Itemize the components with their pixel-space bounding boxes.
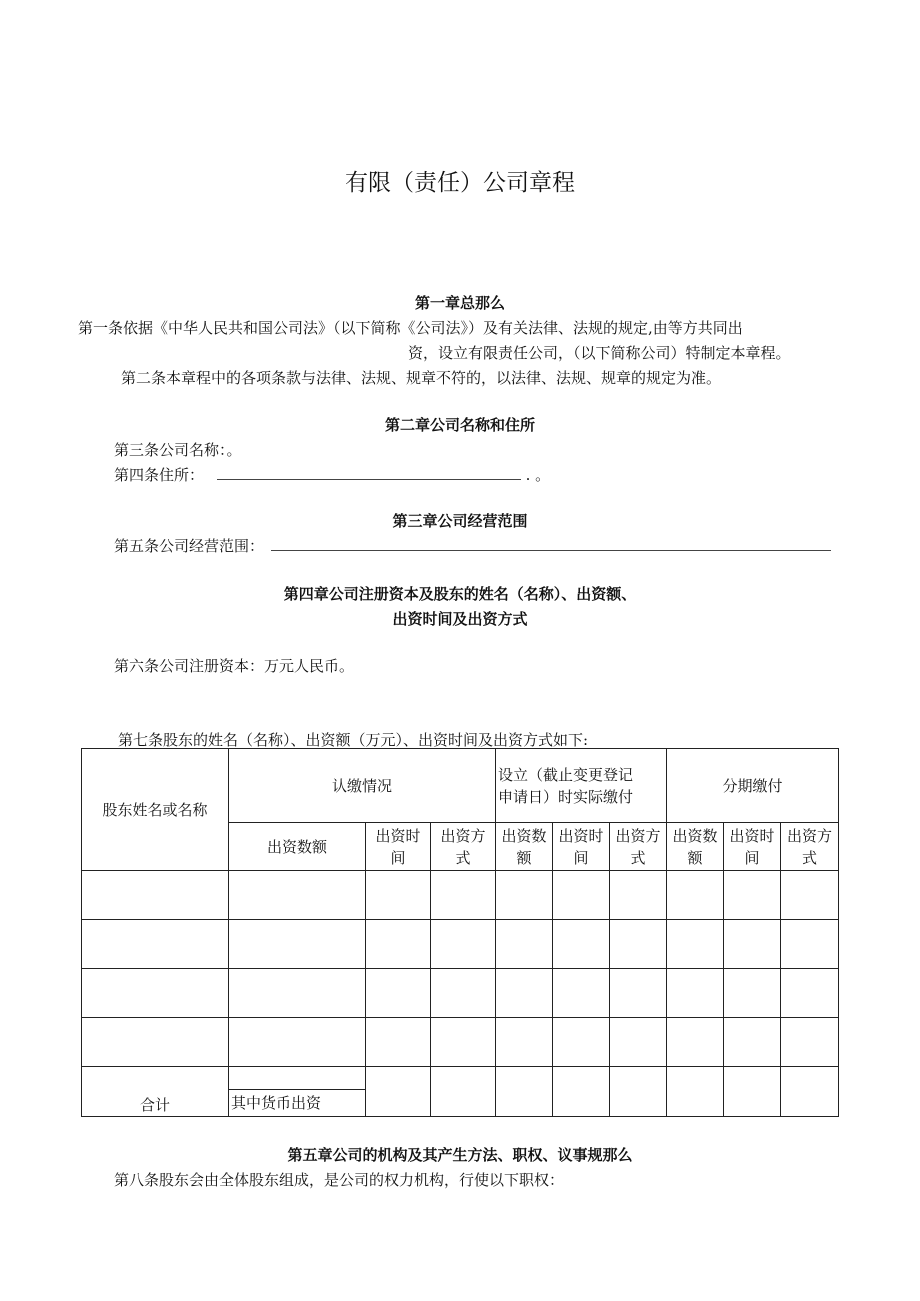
amount-line-2: 额 bbox=[687, 848, 703, 867]
header-shareholder-name: 股东姓名或名称 bbox=[82, 749, 229, 871]
method-line-1: 出资方 bbox=[615, 826, 661, 845]
table-cell[interactable] bbox=[553, 969, 610, 1018]
table-cell[interactable] bbox=[431, 871, 496, 920]
table-cell[interactable] bbox=[724, 871, 781, 920]
table-cell[interactable] bbox=[366, 969, 431, 1018]
table-cell[interactable] bbox=[366, 1067, 431, 1117]
time-line-2: 间 bbox=[573, 848, 589, 867]
table-cell[interactable] bbox=[781, 871, 839, 920]
table-cell[interactable] bbox=[229, 1018, 366, 1067]
time-line-2: 间 bbox=[744, 848, 760, 867]
header-subscribed-method bbox=[431, 823, 496, 871]
amount-line-1: 出资数 bbox=[501, 826, 547, 845]
table-cell[interactable] bbox=[431, 1067, 496, 1117]
header-actual-amount bbox=[496, 823, 553, 871]
table-cell[interactable] bbox=[82, 920, 229, 969]
table-cell[interactable] bbox=[610, 1018, 667, 1067]
header-installment-amount bbox=[667, 823, 724, 871]
header-installment-method bbox=[781, 823, 839, 871]
total-amount-cell[interactable] bbox=[229, 1067, 366, 1117]
header-actual-paid-line-2: 申请日）时实际缴付 bbox=[498, 787, 634, 806]
table-row bbox=[82, 920, 839, 969]
table-cell[interactable] bbox=[431, 1018, 496, 1067]
table-cell[interactable] bbox=[366, 1018, 431, 1067]
article-1-line-1: 第一条依据《中华人民共和国公司法》（以下简称《公司法》）及有关法律、法规的规定,由等方共同出 bbox=[78, 319, 743, 337]
method-line-2: 式 bbox=[630, 848, 646, 867]
table-cell[interactable] bbox=[610, 871, 667, 920]
table-cell[interactable] bbox=[496, 1067, 553, 1117]
table-cell[interactable] bbox=[667, 969, 724, 1018]
table-cell[interactable] bbox=[496, 969, 553, 1018]
table-cell[interactable] bbox=[724, 1018, 781, 1067]
method-line-2: 式 bbox=[802, 848, 818, 867]
chapter-4-heading-line-1: 第四章公司注册资本及股东的姓名（名称）、出资额、 bbox=[283, 585, 637, 603]
table-cell[interactable] bbox=[496, 1018, 553, 1067]
article-4-label: 第四条住所： bbox=[114, 466, 205, 484]
header-subscribed-time bbox=[366, 823, 431, 871]
chapter-4-heading-line-2: 出资时间及出资方式 bbox=[392, 610, 528, 628]
article-4 bbox=[114, 464, 550, 485]
table-cell[interactable] bbox=[431, 920, 496, 969]
table-cell[interactable] bbox=[667, 1067, 724, 1117]
table-cell[interactable] bbox=[496, 871, 553, 920]
chapter-5-heading: 第五章公司的机构及其产生方法、职权、议事规那么 bbox=[287, 1146, 633, 1164]
article-5 bbox=[114, 535, 831, 556]
amount-line-1: 出资数 bbox=[672, 826, 718, 845]
table-cell[interactable] bbox=[553, 920, 610, 969]
article-5-label: 第五条公司经营范围： bbox=[114, 537, 265, 555]
table-cell[interactable] bbox=[667, 871, 724, 920]
article-1-line-2: 资，设立有限责任公司，（以下简称公司）特制定本章程。 bbox=[408, 344, 791, 362]
chapter-1-heading: 第一章总那么 bbox=[414, 294, 505, 312]
chapter-2-heading: 第二章公司名称和住所 bbox=[384, 416, 535, 434]
table-cell[interactable] bbox=[724, 969, 781, 1018]
time-line-1: 出资时 bbox=[558, 826, 604, 845]
chapter-3-heading: 第三章公司经营范围 bbox=[392, 512, 528, 530]
table-cell[interactable] bbox=[366, 920, 431, 969]
table-cell[interactable] bbox=[724, 920, 781, 969]
time-line-1: 出资时 bbox=[729, 826, 775, 845]
table-cell[interactable] bbox=[781, 1067, 839, 1117]
header-actual-method bbox=[610, 823, 667, 871]
table-cell[interactable] bbox=[229, 871, 366, 920]
table-cell[interactable] bbox=[553, 871, 610, 920]
article-3: 第三条公司名称：。 bbox=[114, 441, 242, 459]
business-scope-blank-line[interactable] bbox=[271, 536, 831, 551]
table-cell[interactable] bbox=[229, 969, 366, 1018]
table-cell[interactable] bbox=[667, 920, 724, 969]
table-cell[interactable] bbox=[496, 920, 553, 969]
time-line-2: 间 bbox=[390, 848, 406, 867]
total-label: 合计 bbox=[82, 1067, 229, 1117]
table-cell[interactable] bbox=[82, 969, 229, 1018]
table-cell[interactable] bbox=[82, 1018, 229, 1067]
table-cell[interactable] bbox=[229, 920, 366, 969]
article-7: 第七条股东的姓名（名称）、出资额（万元）、出资时间及出资方式如下: bbox=[118, 731, 589, 749]
header-subscribed: 认缴情况 bbox=[229, 749, 496, 823]
article-2: 第二条本章程中的各项条款与法律、法规、规章不符的，以法律、法规、规章的规定为准。 bbox=[121, 369, 722, 387]
table-cell[interactable] bbox=[553, 1018, 610, 1067]
table-cell[interactable] bbox=[781, 920, 839, 969]
table-cell[interactable] bbox=[610, 920, 667, 969]
amount-line-2: 额 bbox=[516, 848, 532, 867]
header-actual-time bbox=[553, 823, 610, 871]
article-4-suffix: . 。 bbox=[525, 466, 551, 484]
article-8: 第八条股东会由全体股东组成，是公司的权力机构，行使以下职权： bbox=[114, 1171, 565, 1189]
table-cell[interactable] bbox=[82, 871, 229, 920]
document-title: 有限（责任）公司章程 bbox=[345, 170, 575, 196]
method-line-2: 式 bbox=[455, 848, 471, 867]
time-line-1: 出资时 bbox=[375, 826, 421, 845]
table-row bbox=[82, 1018, 839, 1067]
header-subscribed-amount: 出资数额 bbox=[229, 823, 366, 871]
cash-contribution-label: 其中货币出资 bbox=[229, 1089, 365, 1116]
header-actual-paid-line-1: 设立（截止变更登记 bbox=[498, 765, 634, 784]
header-installment-time bbox=[724, 823, 781, 871]
table-row bbox=[82, 969, 839, 1018]
method-line-1: 出资方 bbox=[787, 826, 833, 845]
header-actual-paid bbox=[496, 749, 667, 823]
header-installment: 分期缴付 bbox=[667, 749, 839, 823]
address-blank-line[interactable] bbox=[217, 465, 521, 480]
table-cell[interactable] bbox=[724, 1067, 781, 1117]
article-6: 第六条公司注册资本：万元人民币。 bbox=[114, 657, 355, 675]
table-cell[interactable] bbox=[610, 969, 667, 1018]
table-cell[interactable] bbox=[781, 969, 839, 1018]
table-cell[interactable] bbox=[553, 1067, 610, 1117]
shareholder-contribution-table bbox=[81, 748, 839, 1117]
table-cell[interactable] bbox=[667, 1018, 724, 1067]
table-cell[interactable] bbox=[781, 1018, 839, 1067]
table-row bbox=[82, 871, 839, 920]
table-cell[interactable] bbox=[610, 1067, 667, 1117]
table-cell[interactable] bbox=[431, 969, 496, 1018]
table-cell[interactable] bbox=[366, 871, 431, 920]
method-line-1: 出资方 bbox=[440, 826, 486, 845]
total-row bbox=[82, 1067, 839, 1117]
